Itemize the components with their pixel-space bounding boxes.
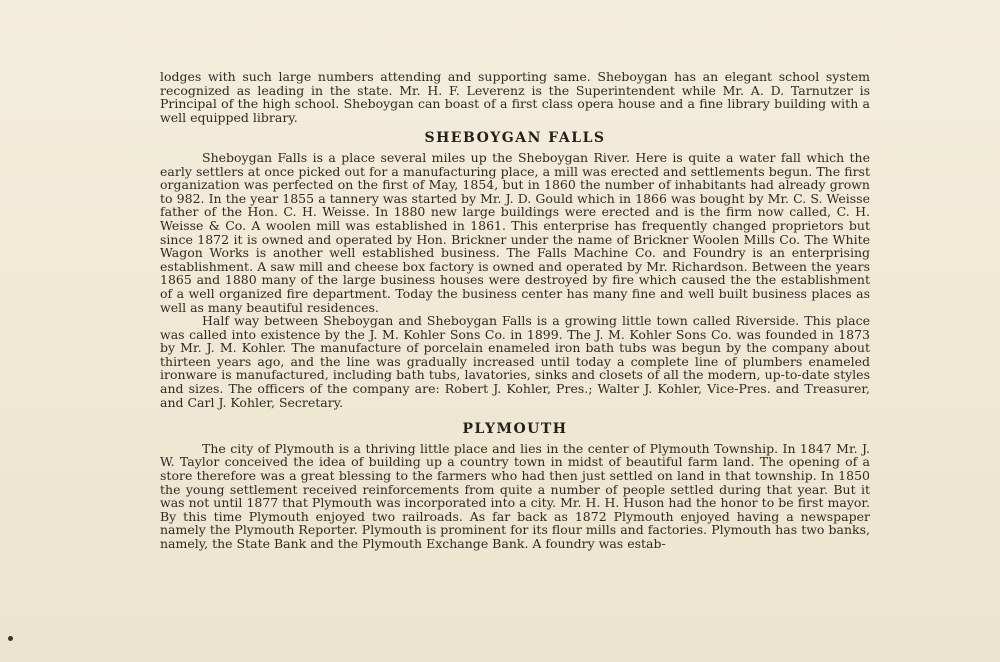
paragraph-plymouth: The city of Plymouth is a thriving little place and lies in the center of Plymouth Township. In 1847 Mr. J. W. Taylor conceived the idea of building up a country town in midst of beautiful farm land. The opening of a store therefore was a great blessing to the farmers who had then just settled on land in that township. In 1850 the young settlement received reinforcements from quite a number of people settled during that year. But it was not until 1877 that Plymouth was incorporated into a city. Mr. H. H. Huson had the honor to be first mayor. By this time Plymouth enjoyed two railroads. As far back as 1872 Plymouth enjoyed having a newspaper namely the Plymouth Reporter. Plymouth is prominent for its flour mills and factories. Plymouth has two banks, namely, the State Bank and the Plymouth Exchange Bank. A foundry was estab- — [160, 440, 870, 551]
page-text — [160, 70, 870, 551]
heading-plymouth: PLYMOUTH — [462, 421, 568, 438]
heading-sheboygan-falls: SHEBOYGAN FALLS — [424, 130, 606, 147]
page-speck — [8, 636, 13, 641]
paragraph-sheboygan-end: lodges with such large numbers attending and supporting same. Sheboygan has an elegant school system recognized as leading in the state. Mr. H. F. Leverenz is the Superintendent while Mr. A. D. Tarnutzer is Principal of the high school. Sheboygan can boast of a first class opera house and a fine library building with a well equipped library. — [160, 69, 870, 125]
paragraph-riverside: Half way between Sheboygan and Sheboygan Falls is a growing little town called Riverside. This place was called into existence by the J. M. Kohler Sons Co. in 1899. The J. M. Kohler Sons Co. was founded in 1873 by Mr. J. M. Kohler. The manufacture of porcelain enameled iron bath tubs was begun by the company about thirteen years ago, and the line was gradually increased until today a complete line of plumbers enameled ironware is manufactured, including bath tubs, lavatories, sinks and closets of all the modern, up-to-date styles and sizes. The officers of the company are: Robert J. Kohler, Pres.; Walter J. Kohler, Vice-Pres. and Treasurer, and Carl J. Kohler, Secretary. — [160, 313, 870, 410]
paragraph-sheboygan-falls: Sheboygan Falls is a place several miles up the Sheboygan River. Here is quite a water fall which the early settlers at once picked out for a manufacturing place, a mill was erected and settlements begun. The first organization was perfected on the first of May, 1854, but in 1860 the number of inhabitants had already grown to 982. In the year 1855 a tannery was started by Mr. J. D. Gould which in 1866 was bought by Mr. C. S. Weisse father of the Hon. C. H. Weisse. In 1880 new large buildings were erected and is the firm now called, C. H. Weisse & Co. A woolen mill was established in 1861. This enterprise has frequently changed proprietors but since 1872 it is owned and operated by Hon. Brickner under the name of Brickner Woolen Mills Co. The White Wagon Works is another well established business. The Falls Machine Co. and Foundry is an enterprising establishment. A saw mill and cheese box factory is owned and operated by Mr. Richardson. Between the years 1865 and 1880 many of the large business houses were destroyed by fire which caused the the establishment of a well organized fire department. Today the business center has many fine and well built business places as well as many beautiful residences. — [160, 149, 870, 315]
